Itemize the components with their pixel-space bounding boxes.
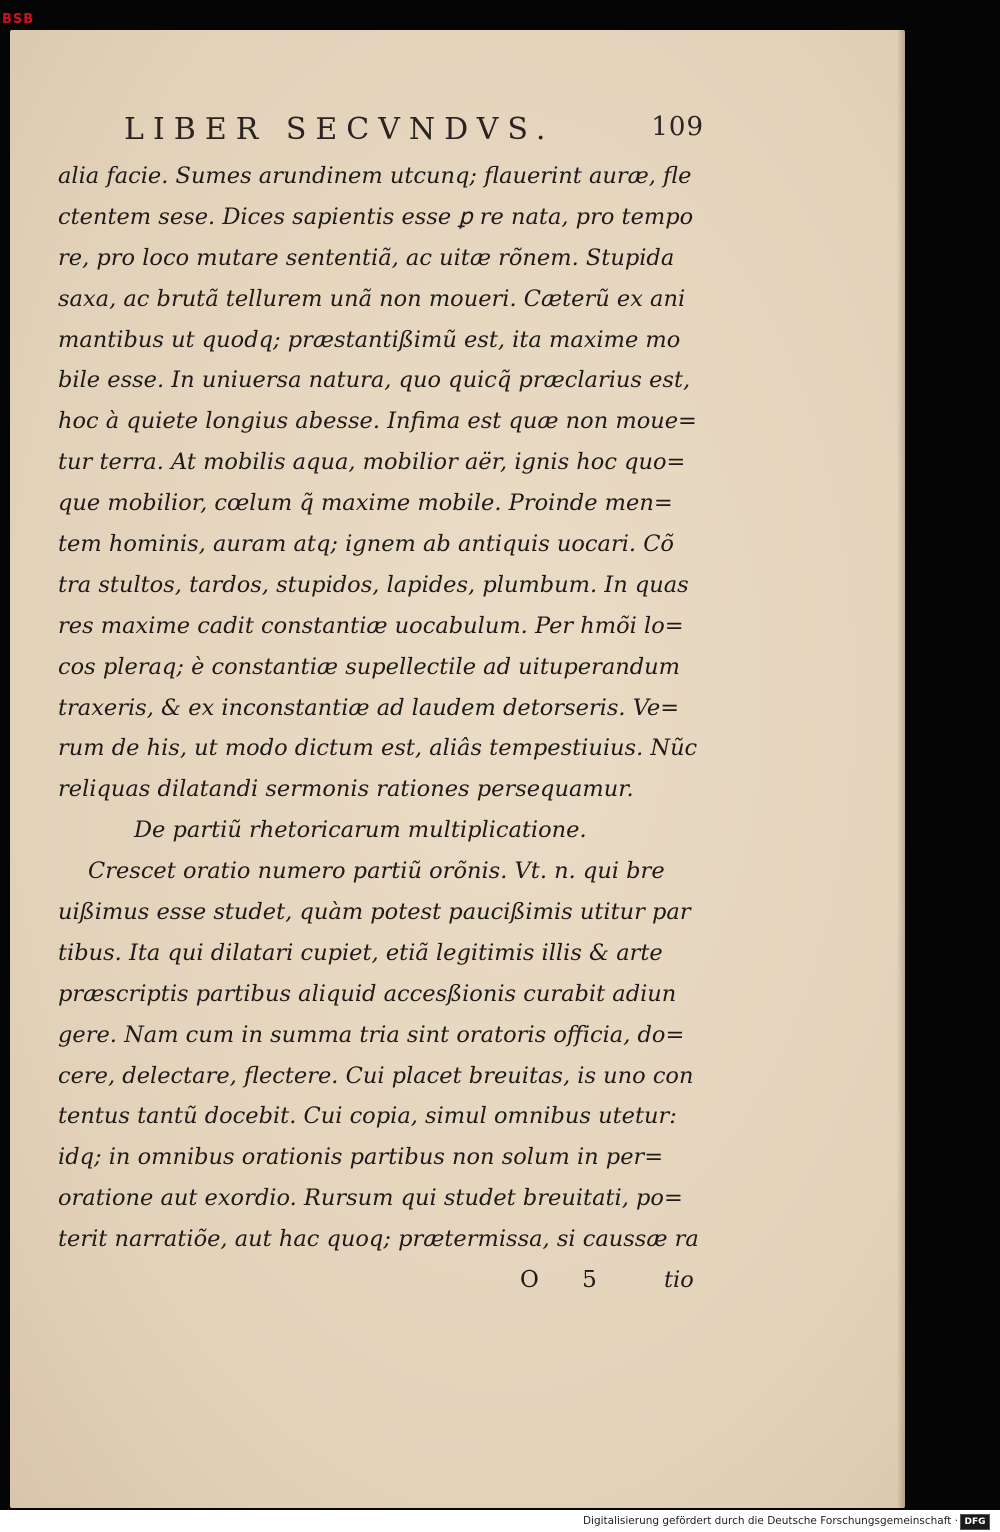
text-line: Crescet oratio numero partiũ orõnis. Vt. n. qui bre (88, 858, 665, 885)
text-line: tra stultos, tardos, stupidos, lapides, plumbum. In quas (58, 571, 689, 598)
text-line: reliquas dilatandi sermonis rationes persequamur. (58, 776, 634, 803)
text-line: cos pleraq; è constantiæ supellectile ad uituperandum (58, 653, 680, 680)
catchword: tio (664, 1267, 694, 1294)
text-line: præscriptis partibus aliquid accesßionis curabit adiun (58, 980, 677, 1007)
text-line: hoc à quiete longius abesse. Infima est quæ non moue= (58, 408, 697, 435)
text-line: bile esse. In uniuersa natura, quo quicq̃ præclarius est, (58, 367, 691, 394)
text-line: res maxime cadit constantiæ uocabulum. Per hmõi lo= (58, 612, 684, 639)
footer-credit: Digitalisierung gefördert durch die Deutsche Forschungsgemeinschaft · (582, 1515, 958, 1527)
text-line: terit narratiõe, aut hac quoq; prætermissa, si caussæ ra (58, 1226, 699, 1253)
text-line: que mobilior, cœlum q̃ maxime mobile. Proinde men= (58, 490, 673, 517)
folio-number: 109 (651, 112, 704, 142)
section-heading: De partiũ rhetoricarum multiplicatione. (134, 817, 587, 844)
footer-bar (0, 1510, 1000, 1532)
text-line: tibus. Ita qui dilatari cupiet, etiã legitimis illis & arte (58, 939, 663, 966)
text-line: traxeris, & ex inconstantiæ ad laudem detorseris. Ve= (58, 694, 680, 721)
text-line: oratione aut exordio. Rursum qui studet breuitati, po= (58, 1185, 683, 1212)
text-line: gere. Nam cum in summa tria sint oratoris officia, do= (58, 1021, 685, 1048)
library-logo: BSB (2, 12, 35, 27)
signature-mark: O 5 (520, 1267, 615, 1294)
text-line: idq; in omnibus orationis partibus non solum in per= (58, 1144, 664, 1171)
book-page (10, 30, 905, 1508)
running-head (124, 112, 704, 147)
text-line: re, pro loco mutare sententiã, ac uitæ rõnem. Stupida (58, 244, 675, 271)
text-line: tur terra. At mobilis aqua, mobilior aër, ignis hoc quo= (58, 449, 686, 476)
text-line: ctentem sese. Dices sapientis esse ꝑ re nata, pro tempo (58, 203, 694, 230)
text-line: cere, delectare, flectere. Cui placet breuitas, is uno con (58, 1062, 694, 1089)
text-line: rum de his, ut modo dictum est, aliâs tempestiuius. Nũc (58, 735, 698, 762)
body-text (58, 156, 708, 1301)
text-line: uißimus esse studet, quàm potest paucißimis utitur par (58, 899, 691, 926)
text-line: alia facie. Sumes arundinem utcunq; flauerint auræ, fle (58, 163, 692, 189)
page-edge-shadow (897, 30, 905, 1508)
text-line: tentus tantũ docebit. Cui copia, simul omnibus utetur: (58, 1103, 677, 1130)
running-head-title: LIBER SECVNDVS. (124, 112, 555, 147)
text-line: mantibus ut quodq; præstantißimũ est, ita maxime mo (58, 326, 681, 353)
text-line: tem hominis, auram atq; ignem ab antiquis uocari. Cõ (58, 531, 674, 558)
dfg-logo: DFG (960, 1514, 990, 1530)
catch-line (58, 1260, 708, 1301)
text-line: saxa, ac brutã tellurem unã non moueri. Cæterũ ex ani (58, 285, 686, 312)
